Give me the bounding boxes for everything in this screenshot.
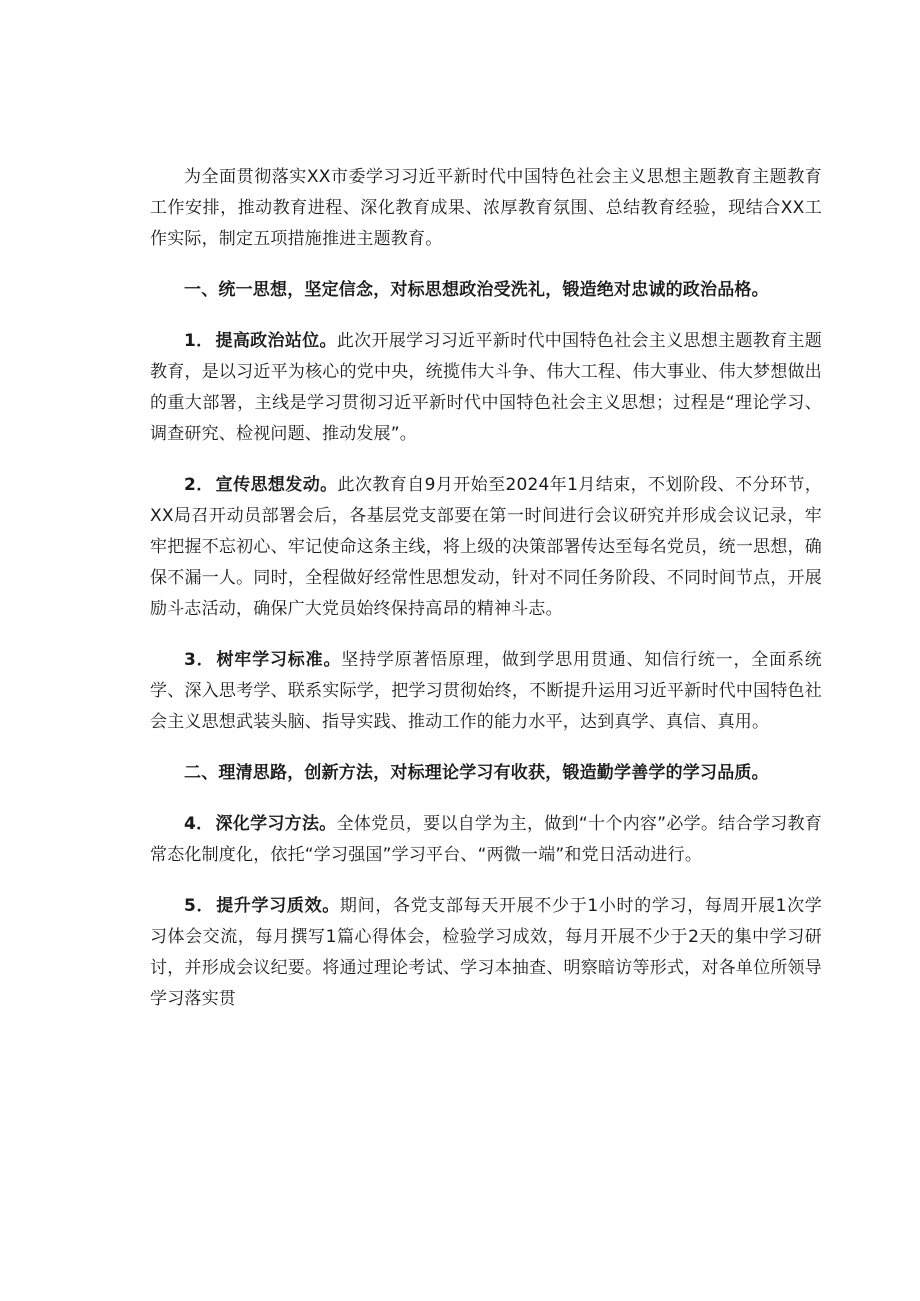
item-4-lead: 深化学习方法。 <box>215 814 337 834</box>
item-1-body: 此次开展学习习近平新时代中国特色社会主义思想主题教育主题教育，是以习近平为核心的党中央，统揽伟大斗争、伟大工程、伟大事业、伟大梦想做出的重大部署，主线是学习贯彻习近平新时代中国特色社会主义思想；过程是“理论学习、调查研究、检视问题、推动发展”。 <box>150 331 822 444</box>
item-2-lead: 宣传思想发动。 <box>215 475 338 495</box>
item-2-number: 2． <box>184 475 214 495</box>
item-4-number: 4． <box>184 814 214 834</box>
item-2-paragraph <box>150 470 822 625</box>
item-5-lead: 提升学习质效。 <box>216 896 340 916</box>
intro-paragraph: 为全面贯彻落实XX市委学习习近平新时代中国特色社会主义思想主题教育主题教育工作安排，推动教育进程、深化教育成果、浓厚教育氛围、总结教育经验，现结合XX工作实际，制定五项措施推进主题教育。 <box>150 167 822 249</box>
item-1-paragraph <box>150 326 822 450</box>
section-2-heading: 二、理清思路，创新方法，对标理论学习有收获，锻造勤学善学的学习品质。 <box>184 763 769 783</box>
item-1-number: 1． <box>184 331 214 351</box>
item-3-number: 3． <box>184 650 215 670</box>
document-page <box>150 162 822 1015</box>
item-5-paragraph <box>150 891 822 1015</box>
item-3-lead: 树牢学习标准。 <box>216 650 342 670</box>
item-5-body: 期间，各党支部每天开展不少于1小时的学习，每周开展1次学习体会交流，每月撰写1篇心得体会，检验学习成效，每月开展不少于2天的集中学习研讨，并形成会议纪要。将通过理论考试、学习本抽查、明察暗访等形式，对各单位所领导学习落实贯 <box>150 896 822 1009</box>
item-3-body: 坚持学原著悟原理，做到学思用贯通、知信行统一，全面系统学、深入思考学、联系实际学，把学习贯彻始终，不断提升运用习近平新时代中国特色社会主义思想武装头脑、指导实践、推动工作的能力水平，达到真学、真信、真用。 <box>150 650 822 732</box>
item-2-body: 此次教育自9月开始至2024年1月结束，不划阶段、不分环节，XX局召开动员部署会后，各基层党支部要在第一时间进行会议研究并形成会议记录，牢牢把握不忘初心、牢记使命这条主线，将上级的决策部署传达至每名党员，统一思想，确保不漏一人。同时，全程做好经常性思想发动，针对不同任务阶段、不同时间节点，开展励斗志活动，确保广大党员始终保持高昂的精神斗志。 <box>150 475 822 619</box>
item-5-number: 5． <box>184 896 215 916</box>
section-1-heading: 一、统一思想，坚定信念，对标思想政治受洗礼，锻造绝对忠诚的政治品格。 <box>184 280 769 300</box>
item-4-body: 全体党员，要以自学为主，做到“十个内容”必学。结合学习教育常态化制度化，依托“学习强国”学习平台、“两微一端”和党日活动进行。 <box>150 814 823 865</box>
item-1-lead: 提高政治站位。 <box>215 331 337 351</box>
item-4-paragraph <box>150 809 822 871</box>
item-3-paragraph <box>150 645 822 738</box>
